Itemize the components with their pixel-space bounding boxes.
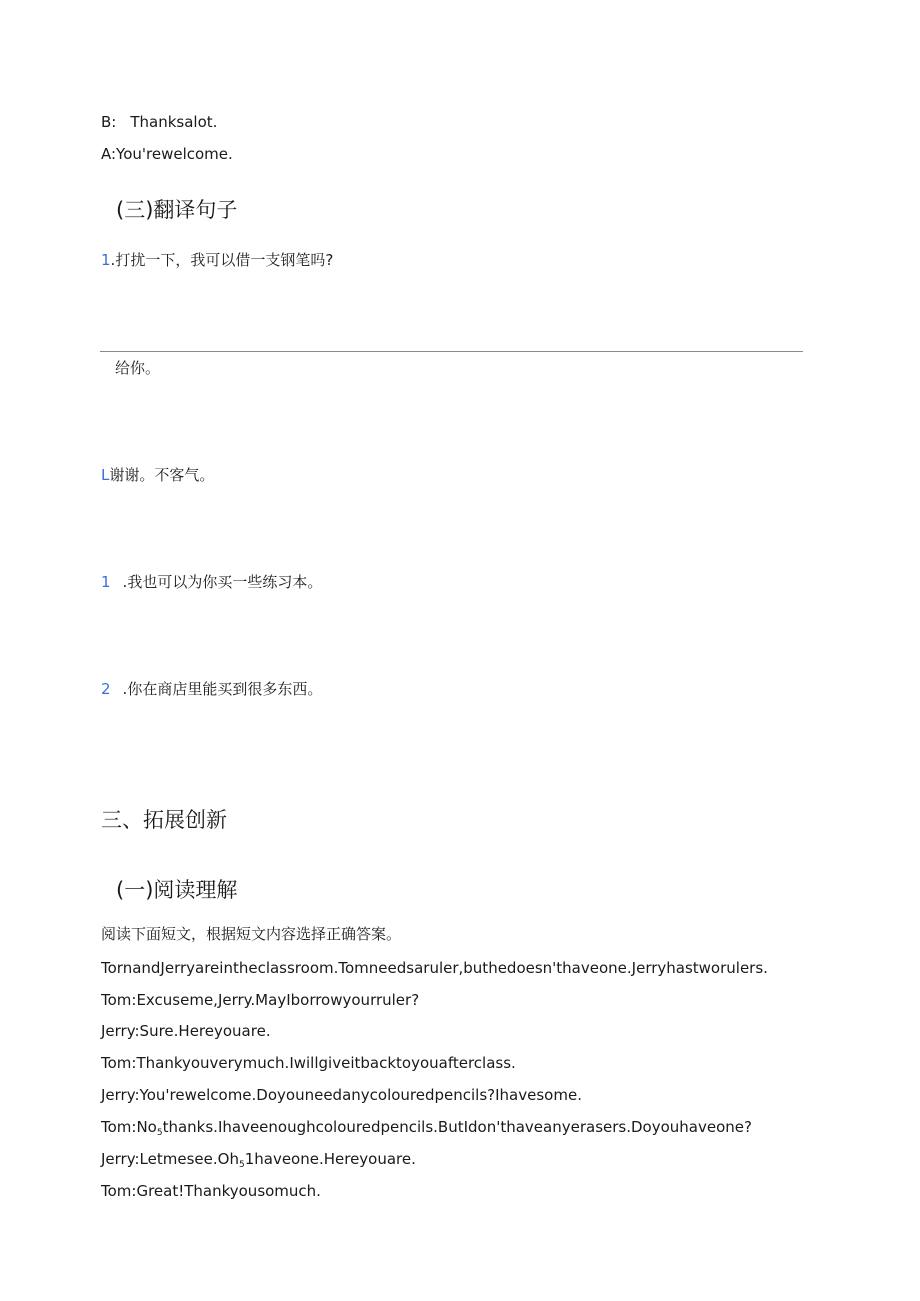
translate-item-4: [101, 572, 322, 592]
section-title-translate: (三)翻译句子: [116, 198, 238, 222]
item-text: 给你。: [115, 359, 161, 377]
passage-line-7: $Jerry:Letmesee.Oh_51haveone.Hereyouare$.: [101, 1150, 416, 1170]
item-text: .打扰一下，我可以借一支钢笔吗?: [110, 251, 334, 269]
translate-item-2: [115, 358, 160, 378]
passage-line-3: Jerry:Sure.Hereyouare.: [101, 1022, 271, 1040]
dialogue-text: Thanksalot.: [130, 113, 218, 131]
reading-instruction: 阅读下面短文，根据短文内容选择正确答案。: [101, 925, 402, 943]
speaker-label: B:: [101, 113, 117, 131]
translate-item-1: [101, 250, 333, 270]
translate-item-5: [101, 679, 322, 699]
translate-item-3: [101, 465, 214, 485]
subsection-title-reading: (一)阅读理解: [116, 878, 238, 902]
dialogue-line-a: A:You'rewelcome.: [101, 145, 233, 163]
item-number: 1: [101, 251, 111, 269]
passage-line-8: Tom:Great!Thankyousomuch.: [101, 1182, 321, 1200]
passage-line-5: Jerry:You'rewelcome.Doyouneedanycolouredpencils?Ihavesome.: [101, 1086, 582, 1104]
item-text: .你在商店里能买到很多东西。: [122, 680, 323, 698]
item-text: .我也可以为你买一些练习本。: [122, 573, 323, 591]
passage-line-4: Tom:Thankyouverymuch.Iwillgiveitbacktoyouafterclass.: [101, 1054, 516, 1072]
passage-line-6: $Tom:No_5thanks.Ihaveenoughcolouredpencils.ButIdon'thaveanyerasers.Doyouhaveone$?: [101, 1118, 752, 1138]
item-text: 谢谢。不客气。: [109, 466, 215, 484]
passage-line-1: TornandJerryareintheclassroom.Tomneedsaruler,buthedoesn'thaveone.Jerryhastworulers.: [101, 959, 768, 977]
item-number: L: [101, 466, 110, 484]
item-number: 2: [101, 680, 111, 698]
dialogue-line-b: [101, 112, 217, 132]
passage-line-2: Tom:Excuseme,Jerry.MayIborrowyourruler?: [101, 991, 420, 1009]
answer-line: [100, 351, 803, 352]
item-number: 1: [101, 573, 111, 591]
section-title-extend: 三、拓展创新: [101, 808, 227, 832]
